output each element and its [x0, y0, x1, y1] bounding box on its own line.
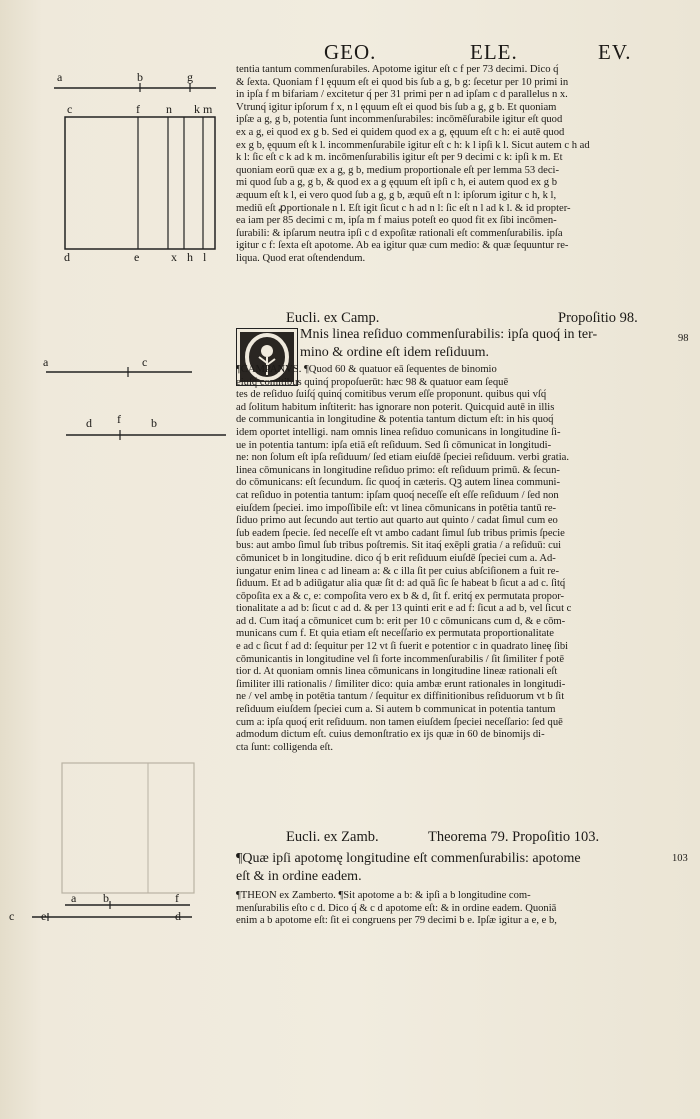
- figure-label: l: [203, 250, 207, 264]
- text-line: mino & ordine eſt idem reſiduum.: [300, 344, 489, 360]
- text-line: eiuſq́ comitibus quinq́ propoſuerūt: hæc 98 & quatuor eam ſequē: [236, 376, 509, 388]
- section-heading-proposition: Propoſitio 98.: [558, 310, 638, 326]
- text-line: eiuſdem ſpeciei. imo impoſſibile eſt: vt linea cōmunicans in potētia tantū re-: [236, 502, 557, 514]
- margin-number: 103: [672, 853, 688, 864]
- text-line: æquum eſt k l, ei vero quod ſub a g, g b, æquū eſt n l: ipſorum igitur c h, k l,: [236, 189, 557, 201]
- body-text-block-3: [236, 890, 672, 928]
- text-line: eſt & in ordine eadem.: [236, 868, 362, 884]
- text-line: quoniam eorū quæ ex a g, g b, medium proportionale eſt per lemma 53 deci-: [236, 164, 560, 176]
- figure-label: d: [64, 250, 70, 264]
- running-head-right: EV.: [598, 40, 632, 64]
- text-line: enim a b apotome eſt: ſit ei congruens per 79 decimi b e. Ipſæ igitur a e, e b,: [236, 915, 557, 927]
- text-line: ea iam per 85 decimi c m, ipſa m f maius poteſt eo quod fit ex ſibi incōmen-: [236, 215, 557, 227]
- figure-label: d: [175, 909, 181, 923]
- geometric-figure-rectangle: [40, 70, 230, 270]
- text-line: ne: non ſolum eſt ipſa reſiduum/ ſed etiam eiuſdē ſpeciei reſiduum. verbi gratia.: [236, 452, 570, 464]
- text-line: k l: ſic eſt c k ad k m. incōmenſurabilis igitur eſt per 9 decimi c k: ipſi k m. Et: [236, 152, 563, 164]
- figure-label: c: [9, 909, 15, 923]
- text-line: ¶Quæ ipſi apotomę longitudine eſt commenſurabilis: apotome: [236, 851, 581, 866]
- figure-label: f: [136, 102, 140, 116]
- text-line: ſimiliter illi rationalis / ſimiliter dico: quia ambæ erunt rationales in longitudi-: [236, 678, 566, 690]
- figure-label: g: [187, 70, 193, 84]
- text-line: idem oportet intelligi. nam omnis linea reſiduo comunicans in longitudine ſi-: [236, 426, 561, 438]
- text-line: do cōmunicans: eſt ſecundum. ſic quoq́ in cæteris. Qꝫ autem linea communi-: [236, 477, 561, 489]
- figure-label: b: [137, 70, 143, 84]
- figure-label: f: [175, 891, 179, 905]
- figure-label: f: [117, 412, 121, 426]
- text-line: tionalitate a ad b: ſicut c ad d. & per 13 quinti erit e ad f: ſicut a ad b, vel ſicut c: [236, 603, 572, 615]
- text-line: bus: aut ambo ſimul ſub tribus poſtremis. Sit itaq́ exēpli gratia / a reſiduū: cui: [236, 540, 562, 552]
- text-line: in ipſa f m bifariam / excitetur q́ per 31 primi per n ad ipſam c d parallelus n x.: [236, 89, 568, 101]
- text-line: de communicantia in longitudine & potentia tantum dictum eſt: in his quoq́: [236, 414, 554, 426]
- figure-label: c: [142, 355, 148, 369]
- text-line: ex g b, ęquum eſt k l. incommenſurabile igitur eſt c h: k l ipſi k l. Sicut autem c h ad: [236, 139, 590, 151]
- section-heading-theorem: Theorema 79. Propoſitio 103.: [428, 829, 600, 845]
- margin-number: 98: [678, 333, 689, 344]
- text-line: ſurabili: & ipſarum neutra ipſi c d expoſitæ rationali eſt commenſurabilis. ipſa: [236, 227, 563, 239]
- figure-label: h: [187, 250, 193, 264]
- text-line: iungatur enim linea c ad lineam a: & c illa ſit per cuius abſciſionem a fuit re-: [236, 565, 559, 577]
- text-line: cta ſunt: colligenda eſt.: [236, 741, 334, 753]
- text-line: ¶THEON ex Zamberto. ¶Sit apotome a b: & ipſi a b longitudine com-: [236, 890, 531, 901]
- figure-label: b: [103, 891, 109, 905]
- text-line: Mnis linea reſiduo commenſurabilis: ipſa quoq́ in ter-: [300, 327, 598, 342]
- text-line: ne / vel ambę in potētia tantum / ſequitur ex diffinitionibus reſiduorum vt b ſit: [236, 691, 565, 703]
- text-line: ue in potentia tantum: ipſa etiā eſt reſiduum. Sed ſi cōmunicat in longitudi-: [236, 439, 552, 451]
- body-text-block-1: [236, 64, 672, 266]
- text-line: cōpoſita ex a & c, e: compoſita vero ex b & d, ſit f. eritq́ ex permutata propor-: [236, 590, 565, 602]
- text-line: municans cum f. Et quia etiam eſt neceſſario ex permutata proportionalitate: [236, 628, 554, 640]
- figure-label: a: [43, 355, 49, 369]
- text-line: cat reſiduo in potentia tantum: ipſam quoq́ neceſſe eſt eſſe reſiduum / ſed non: [236, 489, 559, 501]
- figure-label: m: [203, 102, 213, 116]
- text-line: Vtrunq́ igitur ipſorum f x, n l ęquum eſt ei quod bis ſub a g, g b. Et quoniam: [236, 101, 557, 113]
- text-line: menſurabilis eſto c d. Dico q́ & c d apotome eſt: & in ordine eadem. Quoniā: [236, 902, 557, 914]
- text-line: cōmunicantis in longitudine vel ſi forte incommenſurabilis / ſit ſimiliter f potē: [236, 653, 565, 665]
- text-line: igitur c f: ſexta eſt apotome. Ab ea igitur quæ cum medio: & quæ ſequuntur re-: [236, 240, 569, 252]
- figure-label: n: [166, 102, 172, 116]
- theorem-statement: [236, 850, 672, 885]
- text-line: mediū eſt ꝓportionale n l. Eſt igit ſicut c h ad n l: ſic eſt n l ad k l. & id propter-: [236, 202, 571, 214]
- figure-label: b: [151, 416, 157, 430]
- text-line: tes de reſiduo ſuiſq́ quinq́ comitibus verum eſſe proponunt. quibus qui vſq́: [236, 389, 547, 401]
- text-line: reſiduum eiuſdem ſpeciei cum a. Si autem b communicat in potentia tantum: [236, 704, 556, 716]
- figure-label: a: [57, 70, 63, 84]
- text-line: e ad c ſicut f ad d: ſequitur per 12 vt ſi fuerit e potentior c in quadrato lineę ſibi: [236, 641, 569, 653]
- text-line: ipſæ a g, g b, potentia ſunt incommenſurabiles: incōmēſurabile igitur eſt quod: [236, 114, 563, 126]
- text-line: cōmunicet b in longitudine. dico q́ b erit reſiduum eiuſdē ſpeciei cum a. Ad-: [236, 552, 556, 564]
- figure-label: k: [194, 102, 200, 116]
- text-line: liqua. Quod erat oſtendendum.: [236, 252, 366, 264]
- text-line: ad ſolitum habitum inſtiterit: has ignorare non poterit. Quicquid autē in illis: [236, 401, 555, 413]
- section-heading-source: Eucli. ex Zamb.: [286, 829, 379, 845]
- section-heading-source: Eucli. ex Camp.: [286, 310, 380, 326]
- text-line: cum a: ipſa quoq́ erit reſiduum. non tamen eiuſdem ſpeciei neceſſario: ſed quē: [236, 716, 563, 728]
- figure-label: a: [71, 891, 77, 905]
- figure-label: c: [67, 102, 73, 116]
- text-line: mi quod ſub a g, g b, & quod ex a g ęquum eſt ipſi c h, ei autem quod ex g b: [236, 177, 557, 189]
- text-line: & ſexta. Quoniam f l ęquum eſt ei quod bis ſub a g, b g: ſecetur per 10 primi in: [236, 76, 569, 88]
- running-head-middle: ELE.: [470, 40, 518, 64]
- proposition-statement: [300, 326, 672, 361]
- text-line: ad d. Cum itaq́ a cōmunicet cum b: erit per 10 c cōmunicans cum d, & e cōm-: [236, 615, 566, 627]
- geometric-figure-segments: [40, 360, 230, 440]
- text-line: ſiduo primo aut ſecundo aut tertio aut quarto aut quinto / cadat ſimul cum eo: [236, 515, 558, 527]
- text-line: tior d. At quoniam omnis linea cōmunicans in longitudine lineæ rationali eſt: [236, 666, 558, 678]
- running-head-left: GEO.: [324, 40, 377, 64]
- text-line: ex a g, ei quod ex g b. Sed ei quidem quod ex a g, ęquum eſt c h: ei autē quod: [236, 126, 565, 138]
- text-line: ſiduum. Et ad b adiūgatur alia quæ ſit d: ad quā ſic ſe habeat b ſicut a ad c. ſitq́: [236, 578, 566, 590]
- text-line: tentia tantum commenſurabiles. Apotome igitur eſt c f per 73 decimi. Dico q́: [236, 64, 559, 75]
- figure-label: x: [171, 250, 177, 264]
- text-line: ſub eadem ſpecie. ſed neceſſe eſt vt ambo cadant ſimul ſub tribus primis ſpecie: [236, 527, 565, 539]
- figure-label: e: [134, 250, 140, 264]
- text-line: linea cōmunicans in longitudine reſiduo primo: eſt reſiduum primū. & ſecun-: [236, 464, 560, 476]
- figure-label: e: [41, 909, 47, 923]
- figure-label: d: [86, 416, 92, 430]
- text-line: admodum dictum eſt. cuius demonſtratio ex ijs quæ in 60 de binomijs di-: [236, 729, 545, 741]
- body-text-block-2: [236, 364, 672, 754]
- text-line: ¶CAMPANVS. ¶Quod 60 & quatuor eā ſequentes de binomio: [236, 364, 497, 375]
